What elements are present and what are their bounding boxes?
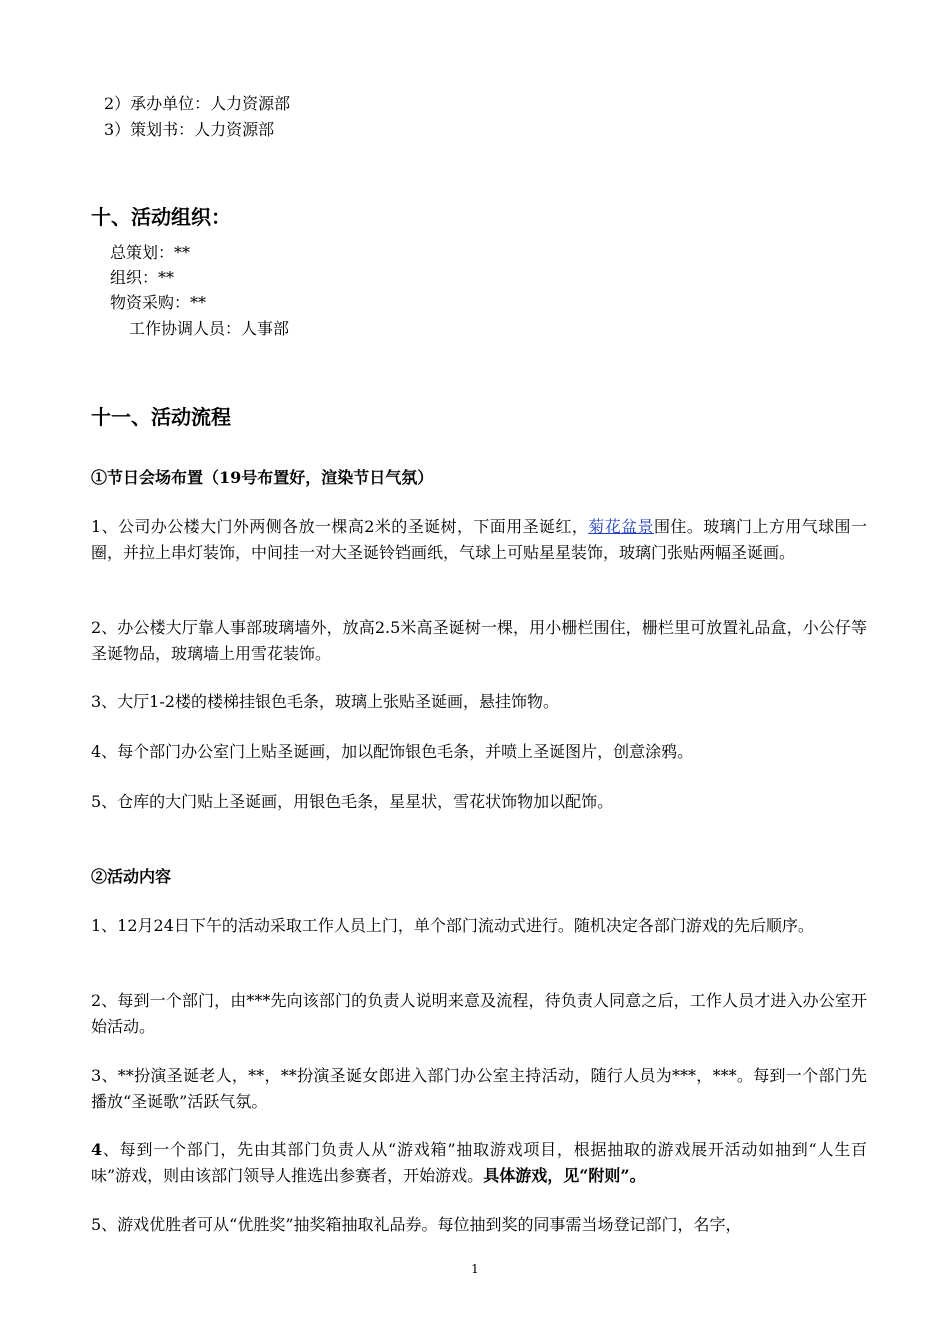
activity-paragraph-3: 3、**扮演圣诞老人，**，**扮演圣诞女郎进入部门办公室主持活动，随行人员为***，***。每到一个部门先播放“圣诞歌”活跃气氛。: [91, 1066, 867, 1111]
activity-paragraph-2: 2、每到一个部门，由***先向该部门的负责人说明来意及流程，待负责人同意之后，工作人员才进入办公室开始活动。: [91, 991, 867, 1036]
org-procurement: 物资采购：**: [110, 293, 207, 312]
org-coordinator: 工作协调人员：人事部: [129, 319, 290, 338]
org-chief-planner: 总策划：**: [110, 243, 191, 262]
activity-content-subheading: ②活动内容: [91, 867, 172, 886]
organizer-item: 2）承办单位：人力资源部: [104, 94, 291, 113]
section-10-heading: 十、活动组织：: [91, 205, 231, 229]
venue-paragraph-4: 4、每个部门办公室门上贴圣诞画，加以配饰银色毛条，并喷上圣诞图片，创意涂鸦。: [91, 742, 694, 761]
venue-paragraph-1: 1、公司办公楼大门外两侧各放一棵高2米的圣诞树，下面用圣诞红，菊花盆景围住。玻璃门上方用气球围一圈，并拉上串灯装饰，中间挂一对大圣诞铃铛画纸，气球上可贴星星装饰，玻璃门张贴两幅圣诞画。: [91, 517, 867, 562]
activity-paragraph-1: 1、12月24日下午的活动采取工作人员上门，单个部门流动式进行。随机决定各部门游戏的先后顺序。: [91, 916, 814, 935]
venue-paragraph-2: 2、办公楼大厅靠人事部玻璃墙外，放高2.5米高圣诞树一棵，用小栅栏围住，栅栏里可放置礼品盒，小公仔等圣诞物品，玻璃墙上用雪花装饰。: [91, 618, 867, 663]
chrysanthemum-link[interactable]: 菊花盆景: [588, 517, 654, 536]
venue-setup-subheading: ①节日会场布置（19号布置好，渲染节日气氛）: [91, 468, 434, 487]
activity-paragraph-4: 4、每到一个部门，先由其部门负责人从“游戏箱”抽取游戏项目，根据抽取的游戏展开活动如抽到“人生百味”游戏，则由该部门领导人推选出参赛者，开始游戏。具体游戏，见“附则”。: [91, 1140, 867, 1185]
planner-item: 3）策划书：人力资源部: [104, 120, 275, 139]
activity-paragraph-5: 5、游戏优胜者可从“优胜奖”抽奖箱抽取礼品券。每位抽到奖的同事需当场登记部门，名字，: [91, 1215, 742, 1234]
venue-paragraph-3: 3、大厅1-2楼的楼梯挂银色毛条，玻璃上张贴圣诞画，悬挂饰物。: [91, 692, 559, 711]
section-11-heading: 十一、活动流程: [91, 405, 231, 429]
venue-paragraph-5: 5、仓库的大门贴上圣诞画，用银色毛条，星星状，雪花状饰物加以配饰。: [91, 792, 614, 811]
org-organizer: 组织：**: [110, 268, 175, 287]
page-number: 1: [471, 1262, 479, 1276]
